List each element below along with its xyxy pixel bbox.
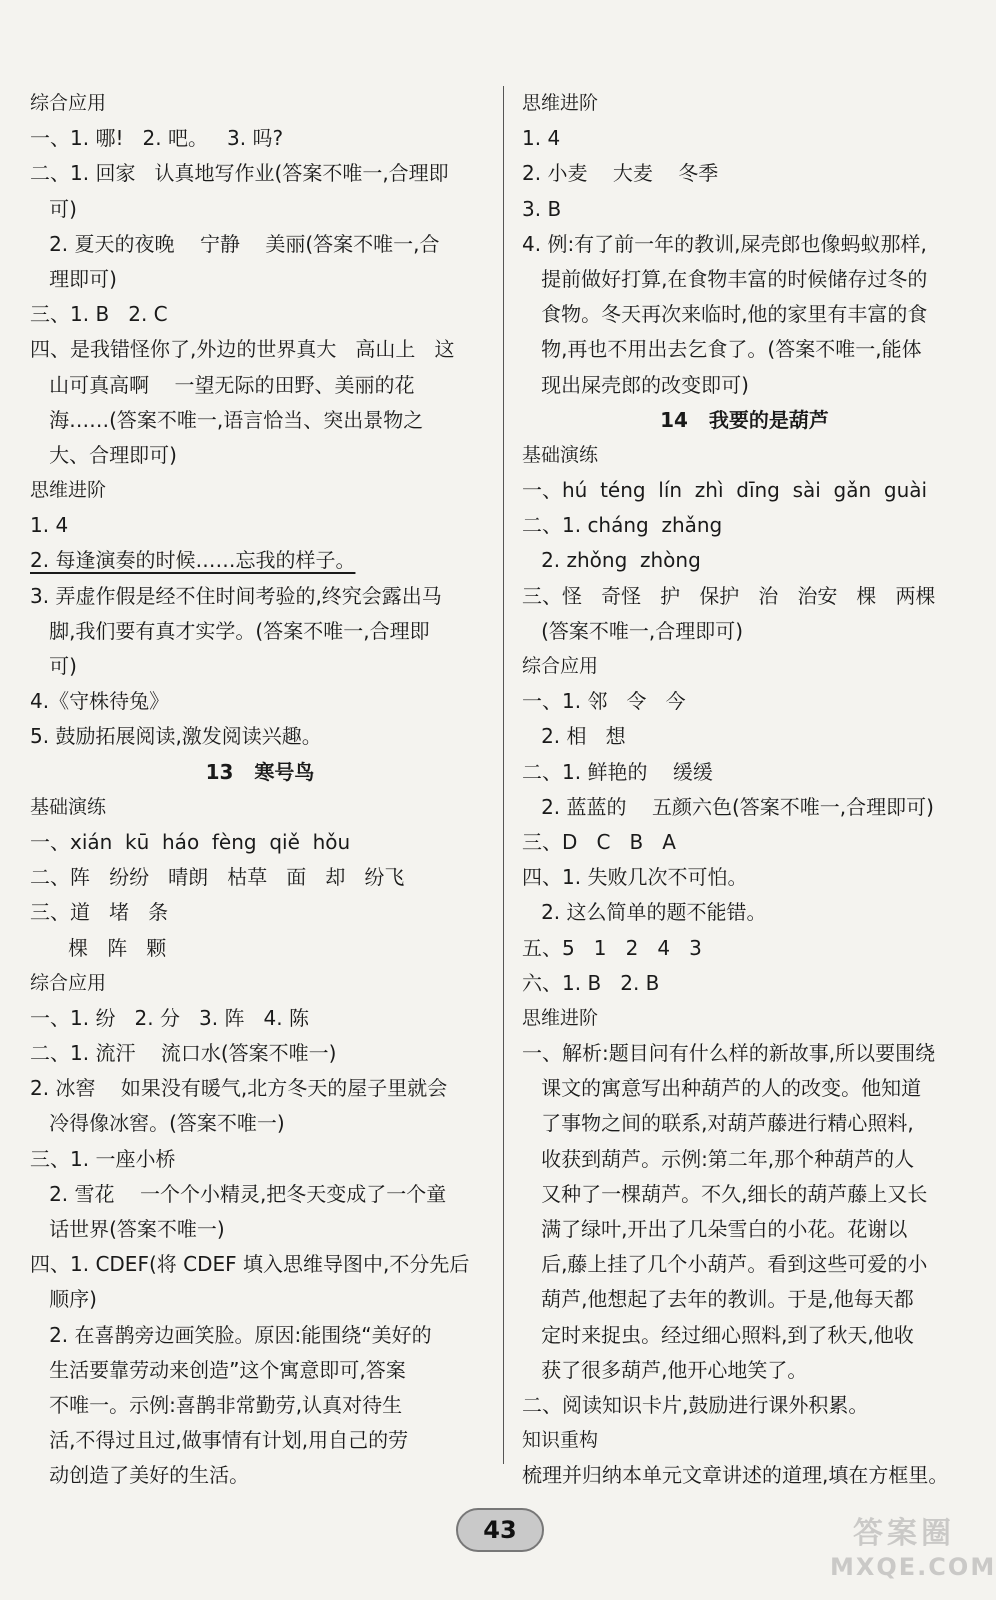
answer-line: 冷得像冰窖。(答案不唯一) xyxy=(30,1111,285,1136)
answer-line: 后,藤上挂了几个小葫芦。看到这些可爱的小 xyxy=(522,1252,928,1277)
answer-line: 话世界(答案不唯一) xyxy=(30,1217,225,1241)
answer-line: 1. 4 xyxy=(522,126,561,151)
answer-line: 海……(答案不唯一,语言恰当、突出景物之 xyxy=(30,407,424,432)
answer-line: 动创造了美好的生活。 xyxy=(30,1463,250,1488)
answer-line: 提前做好打算,在食物丰富的时候储存过冬的 xyxy=(522,266,928,291)
answer-line: 一、解析:题目问有什么样的新故事,所以要围绕 xyxy=(522,1041,936,1066)
answer-line: 四、1. 失败几次不可怕。 xyxy=(522,865,748,890)
answer-line: 2. 在喜鹊旁边画笑脸。原因:能围绕“美好的 xyxy=(30,1322,432,1347)
section-heading: 综合应用 xyxy=(522,655,599,677)
answer-line: 一、1. 纷 2. 分 3. 阵 4. 陈 xyxy=(30,1005,309,1030)
answer-line: 可) xyxy=(30,196,77,221)
section-heading: 综合应用 xyxy=(30,92,107,114)
watermark-url: MXQE.COM xyxy=(830,1553,996,1581)
lesson-title: 14 我要的是葫芦 xyxy=(660,407,829,432)
answer-line: 一、hú téng lín zhì dīng sài gǎn guài xyxy=(522,478,928,503)
answer-line: 二、1. 回家 认真地写作业(答案不唯一,合理即 xyxy=(30,161,449,186)
answer-line: 5. 鼓励拓展阅读,激发阅读兴趣。 xyxy=(30,724,322,749)
section-heading: 知识重构 xyxy=(522,1429,599,1452)
answer-line: 二、阅读知识卡片,鼓励进行课外积累。 xyxy=(522,1392,869,1417)
answer-line: 六、1. B 2. B xyxy=(522,970,660,995)
column-divider xyxy=(503,86,504,1464)
answer-line: 可) xyxy=(30,654,77,678)
answer-line: 活,不得过且过,做事情有计划,用自己的劳 xyxy=(30,1428,409,1453)
section-heading: 综合应用 xyxy=(30,971,107,994)
answer-line: 二、1. cháng zhǎng xyxy=(522,513,723,538)
answer-line: 二、1. 流汗 流口水(答案不唯一) xyxy=(30,1041,337,1066)
answer-line: 4. 例:有了前一年的教训,屎壳郎也像蚂蚁那样, xyxy=(522,231,927,256)
answer-line: 2. 相 想 xyxy=(522,724,626,749)
page-number: 43 xyxy=(456,1508,544,1552)
section-heading: 思维进阶 xyxy=(522,92,599,114)
answer-line: 大、合理即可) xyxy=(30,442,177,467)
answer-line: 脚,我们要有真才实学。(答案不唯一,合理即 xyxy=(30,618,430,643)
answer-line: 3. B xyxy=(522,196,562,221)
answer-line: 山可真高啊 一望无际的田野、美丽的花 xyxy=(30,372,415,397)
answer-line: 三、怪 奇怪 护 保护 治 治安 棵 两棵 xyxy=(522,583,936,608)
answer-line: 二、1. 鲜艳的 缓缓 xyxy=(522,759,713,784)
answer-line: 四、1. CDEF(将 CDEF 填入思维导图中,不分先后 xyxy=(30,1252,470,1277)
answer-line: 2. 每逢演奏的时候……忘我的样子。 xyxy=(30,548,356,573)
answer-line: 二、阵 纷纷 晴朗 枯草 面 却 纷飞 xyxy=(30,865,405,890)
section-heading: 基础演练 xyxy=(30,795,107,818)
answer-line: 物,再也不用出去乞食了。(答案不唯一,能体 xyxy=(522,337,922,362)
answer-line: 满了绿叶,开出了几朵雪白的小花。花谢以 xyxy=(522,1217,908,1241)
answer-line: 葫芦,他想起了去年的教训。于是,他每天都 xyxy=(522,1287,914,1312)
answer-line: 生活要靠劳动来创造”这个寓意即可,答案 xyxy=(30,1357,406,1382)
answer-line: 一、xián kū háo fèng qiě hǒu xyxy=(30,829,351,854)
answer-line: 定时来捉虫。经过细心照料,到了秋天,他收 xyxy=(522,1322,914,1347)
answer-line: 2. 这么简单的题不能错。 xyxy=(522,900,767,925)
answer-line: 获了很多葫芦,他开心地笑了。 xyxy=(522,1357,808,1382)
section-heading: 基础演练 xyxy=(522,443,599,466)
left-column xyxy=(30,86,490,1494)
answer-line: 三、1. B 2. C xyxy=(30,302,168,327)
answer-line: 收获到葫芦。示例:第二年,那个种葫芦的人 xyxy=(522,1146,915,1171)
answer-line: 1. 4 xyxy=(30,513,69,538)
answer-line: 三、1. 一座小桥 xyxy=(30,1146,176,1171)
watermark-text: 答案圈 xyxy=(853,1516,955,1551)
answer-line: 一、1. 邻 令 今 xyxy=(522,689,686,714)
answer-line: 三、D C B A xyxy=(522,829,676,854)
answer-line: 了事物之间的联系,对葫芦藤进行精心照料, xyxy=(522,1111,914,1136)
answer-line: 顺序) xyxy=(30,1287,97,1312)
answer-line: 棵 阵 颗 xyxy=(30,935,167,960)
answer-line: (答案不唯一,合理即可) xyxy=(522,618,744,643)
answer-line: 理即可) xyxy=(30,266,117,291)
answer-line: 2. 夏天的夜晚 宁静 美丽(答案不唯一,合 xyxy=(30,231,440,256)
answer-line: 3. 弄虚作假是经不住时间考验的,终究会露出马 xyxy=(30,583,442,608)
answer-line: 2. 蓝蓝的 五颜六色(答案不唯一,合理即可) xyxy=(522,794,934,819)
answer-line: 现出屎壳郎的改变即可) xyxy=(522,372,749,397)
answer-line: 食物。冬天再次来临时,他的家里有丰富的食 xyxy=(522,302,928,327)
answer-line: 4.《守株待兔》 xyxy=(30,689,170,714)
answer-line: 2. 小麦 大麦 冬季 xyxy=(522,161,719,186)
right-column xyxy=(522,86,967,1494)
answer-line: 又种了一棵葫芦。不久,细长的葫芦藤上又长 xyxy=(522,1181,928,1206)
answer-line: 四、是我错怪你了,外边的世界真大 高山上 这 xyxy=(30,337,455,362)
watermark-logo xyxy=(830,1516,996,1588)
answer-line: 2. 冰窖 如果没有暖气,北方冬天的屋子里就会 xyxy=(30,1076,448,1101)
section-heading: 思维进阶 xyxy=(30,479,107,502)
section-heading: 思维进阶 xyxy=(522,1006,599,1029)
answer-line: 2. zhǒng zhòng xyxy=(522,548,701,573)
answer-line: 三、道 堵 条 xyxy=(30,900,169,925)
answer-line: 梳理并归纳本单元文章讲述的道理,填在方框里。 xyxy=(522,1463,949,1488)
answer-line: 2. 雪花 一个个小精灵,把冬天变成了一个童 xyxy=(30,1181,447,1206)
answer-line: 课文的寓意写出种葫芦的人的改变。他知道 xyxy=(522,1076,922,1101)
lesson-title: 13 寒号鸟 xyxy=(205,759,315,784)
answer-line: 五、5 1 2 4 3 xyxy=(522,935,702,960)
answer-line: 不唯一。示例:喜鹊非常勤劳,认真对待生 xyxy=(30,1392,403,1417)
answer-line: 一、1. 哪! 2. 吧。 3. 吗? xyxy=(30,126,284,151)
